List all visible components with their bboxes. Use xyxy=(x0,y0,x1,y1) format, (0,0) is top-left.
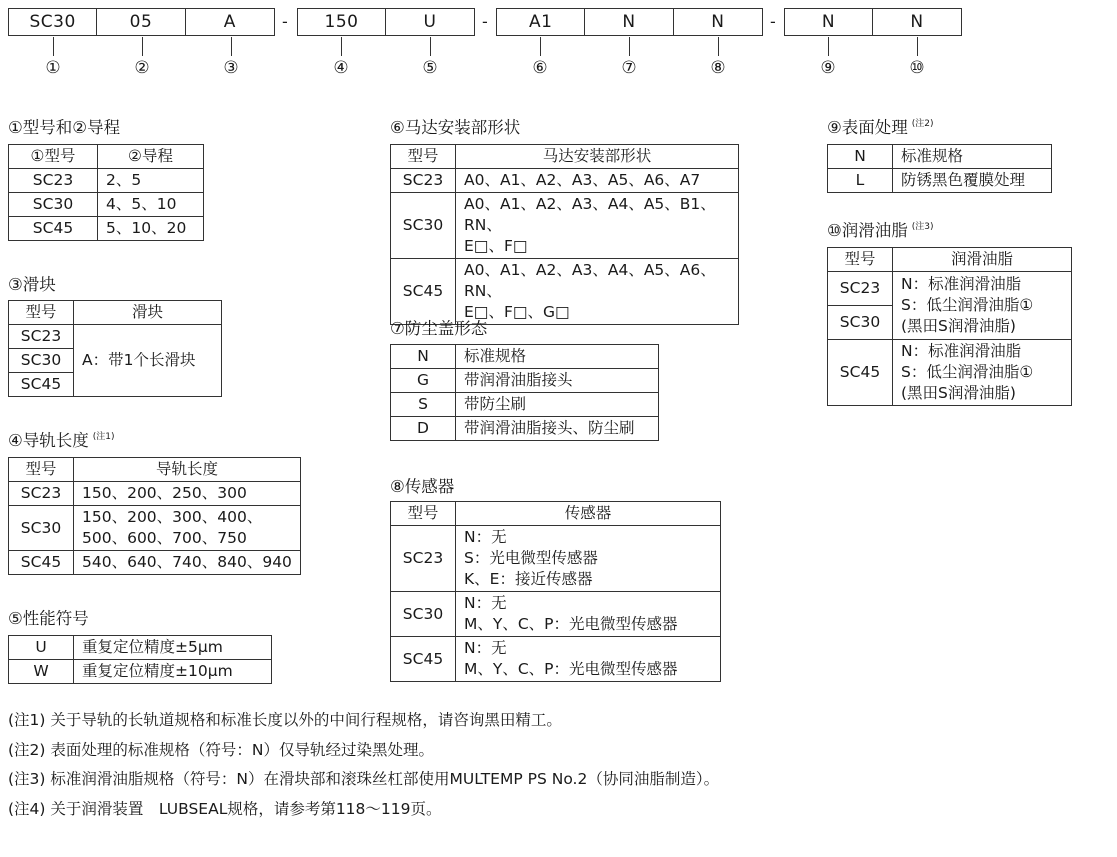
table-row xyxy=(9,325,222,349)
model-cell: SC45 xyxy=(9,551,74,575)
surface-title xyxy=(827,114,934,138)
value-cell: A0、A1、A2、A3、A5、A6、A7 xyxy=(456,169,739,193)
value-cell: A：带1个长滑块 xyxy=(74,325,222,397)
value-cell: N：标准润滑油脂 S：低尘润滑油脂① (黑田S润滑油脂) xyxy=(893,340,1072,406)
value-cell: 重复定位精度±5μm xyxy=(74,636,272,660)
footnote-2: (注2) 表面处理的标准规格（符号：N）仅导轨经过染黑处理。 xyxy=(8,740,434,759)
table-row xyxy=(9,660,272,684)
symbol-cell: N xyxy=(828,145,893,169)
code-lead: 05 xyxy=(97,9,185,35)
value-cell: 2、5 xyxy=(98,169,204,193)
model-cell: SC30 xyxy=(391,193,456,259)
header-cell: 型号 xyxy=(828,248,893,272)
table-header-row xyxy=(9,145,204,169)
code-dust-cover: N xyxy=(585,9,673,35)
footnote-1: (注1) 关于导轨的长轨道规格和标准长度以外的中间行程规格，请咨询黑田精工。 xyxy=(8,711,562,729)
stem-3 xyxy=(231,37,232,56)
symbol-cell: G xyxy=(391,369,456,393)
value-cell: 标准规格 xyxy=(893,145,1052,169)
value-cell: N：无 S：光电微型传感器 K、E：接近传感器 xyxy=(456,526,721,592)
code-dash-3: - xyxy=(770,12,776,31)
value-cell: 标准规格 xyxy=(456,345,659,369)
note-ref: (注1) xyxy=(92,432,115,442)
value-cell: A0、A1、A2、A3、A4、A5、B1、RN、 E□、F□ xyxy=(456,193,739,259)
header-cell: ②导程 xyxy=(98,145,204,169)
code-motor-mount: A1 xyxy=(497,9,585,35)
model-cell: SC45 xyxy=(391,259,456,325)
table-row xyxy=(9,506,301,551)
table-header-row xyxy=(9,458,301,482)
surface-table xyxy=(827,144,1052,193)
marker-4: ④ xyxy=(333,58,349,78)
stem-10 xyxy=(917,37,918,56)
table-header-row xyxy=(391,145,739,169)
table-row xyxy=(828,340,1072,406)
value-cell: 4、5、10 xyxy=(98,193,204,217)
model-cell: SC30 xyxy=(828,306,893,340)
table-header-row xyxy=(9,301,222,325)
value-cell: N：无 M、Y、C、P：光电微型传感器 xyxy=(456,637,721,682)
motor-mount-title: ⑥马达安装部形状 xyxy=(390,118,521,137)
footnotes xyxy=(8,706,719,824)
value-cell: 带防尘刷 xyxy=(456,393,659,417)
model-lead-table xyxy=(8,144,204,241)
header-cell: 润滑油脂 xyxy=(893,248,1072,272)
code-group-2 xyxy=(297,8,475,36)
model-cell: SC23 xyxy=(391,526,456,592)
table-row xyxy=(9,482,301,506)
table-row xyxy=(828,169,1052,193)
performance-title: ⑤性能符号 xyxy=(8,609,89,628)
stem-9 xyxy=(828,37,829,56)
dust-cover-title: ⑦防尘盖形态 xyxy=(390,319,488,338)
table-header-row xyxy=(828,248,1072,272)
table-row xyxy=(391,369,659,393)
table-row xyxy=(391,637,721,682)
motor-mount-table xyxy=(390,144,739,325)
marker-7: ⑦ xyxy=(621,58,637,78)
code-dash-2: - xyxy=(482,12,488,31)
symbol-cell: S xyxy=(391,393,456,417)
slider-table xyxy=(8,300,222,397)
model-lead-title: ①型号和②导程 xyxy=(8,118,121,137)
model-cell: SC23 xyxy=(9,325,74,349)
table-row xyxy=(391,169,739,193)
stem-7 xyxy=(629,37,630,56)
model-cell: SC45 xyxy=(828,340,893,406)
code-slider: A xyxy=(223,12,236,32)
rail-length-table xyxy=(8,457,301,575)
value-cell: 带润滑油脂接头 xyxy=(456,369,659,393)
model-cell: SC30 xyxy=(9,506,74,551)
dust-cover-table xyxy=(390,344,659,441)
header-cell: 导轨长度 xyxy=(74,458,301,482)
stem-2 xyxy=(142,37,143,56)
table-row xyxy=(391,417,659,441)
model-cell: SC23 xyxy=(9,482,74,506)
header-cell: 型号 xyxy=(391,502,456,526)
symbol-cell: U xyxy=(9,636,74,660)
model-cell: SC30 xyxy=(9,193,98,217)
slider-title: ③滑块 xyxy=(8,275,56,294)
value-cell: 150、200、300、400、 500、600、700、750 xyxy=(74,506,301,551)
code-rail-length: 150 xyxy=(298,9,386,35)
header-cell: 型号 xyxy=(9,301,74,325)
model-cell: SC45 xyxy=(9,373,74,397)
table-row xyxy=(9,193,204,217)
model-cell: SC30 xyxy=(9,349,74,373)
stem-4 xyxy=(341,37,342,56)
footnote-3: (注3) 标准润滑油脂规格（符号：N）在滑块部和滚珠丝杠部使用MULTEMP PS No.2（协同油脂制造）。 xyxy=(8,770,720,788)
code-dash-1: - xyxy=(282,12,288,31)
table-row xyxy=(828,145,1052,169)
header-cell: 型号 xyxy=(9,458,74,482)
sensor-title: ⑧传感器 xyxy=(390,477,455,496)
header-cell: 型号 xyxy=(391,145,456,169)
table-row xyxy=(9,217,204,241)
marker-9: ⑨ xyxy=(820,58,836,78)
table-row xyxy=(391,393,659,417)
code-model: SC30 xyxy=(9,9,97,35)
stem-5 xyxy=(430,37,431,56)
header-cell: 传感器 xyxy=(456,502,721,526)
code-sensor: N xyxy=(711,12,725,32)
table-row xyxy=(391,193,739,259)
rail-length-title xyxy=(8,427,115,451)
value-cell: 重复定位精度±10μm xyxy=(74,660,272,684)
marker-5: ⑤ xyxy=(422,58,438,78)
model-cell: SC23 xyxy=(9,169,98,193)
header-cell: 马达安装部形状 xyxy=(456,145,739,169)
marker-1: ① xyxy=(45,58,61,78)
note-ref: (注3) xyxy=(911,222,934,232)
stem-6 xyxy=(540,37,541,56)
model-cell: SC45 xyxy=(9,217,98,241)
header-cell: 滑块 xyxy=(74,301,222,325)
stem-1 xyxy=(53,37,54,56)
value-cell: 防锈黑色覆膜处理 xyxy=(893,169,1052,193)
model-cell: SC45 xyxy=(391,637,456,682)
rail-length-title-text: ④导轨长度 xyxy=(8,431,89,450)
footnote-4: (注4) 关于润滑装置 LUBSEAL规格，请参考第118～119页。 xyxy=(8,799,442,818)
sensor-table xyxy=(390,501,721,682)
value-cell: N：无 M、Y、C、P：光电微型传感器 xyxy=(456,592,721,637)
code-performance: U xyxy=(423,12,437,32)
marker-3: ③ xyxy=(223,58,239,78)
grease-title xyxy=(827,217,934,241)
marker-6: ⑥ xyxy=(532,58,548,78)
code-group-3 xyxy=(496,8,763,36)
symbol-cell: D xyxy=(391,417,456,441)
grease-table xyxy=(827,247,1072,406)
model-cell: SC30 xyxy=(391,592,456,637)
code-grease: N xyxy=(910,12,924,32)
symbol-cell: N xyxy=(391,345,456,369)
table-row xyxy=(391,526,721,592)
code-group-1 xyxy=(8,8,275,36)
marker-8: ⑧ xyxy=(710,58,726,78)
note-ref: (注2) xyxy=(911,119,934,129)
grease-title-text: ⑩润滑油脂 xyxy=(827,221,908,240)
performance-table xyxy=(8,635,272,684)
model-cell: SC23 xyxy=(391,169,456,193)
table-row xyxy=(391,592,721,637)
header-cell: ①型号 xyxy=(9,145,98,169)
stem-8 xyxy=(718,37,719,56)
value-cell: 5、10、20 xyxy=(98,217,204,241)
value-cell: A0、A1、A2、A3、A4、A5、A6、RN、 E□、F□、G□ xyxy=(456,259,739,325)
table-row xyxy=(391,345,659,369)
symbol-cell: W xyxy=(9,660,74,684)
table-header-row xyxy=(391,502,721,526)
model-cell: SC23 xyxy=(828,272,893,306)
value-cell: 540、640、740、840、940 xyxy=(74,551,301,575)
value-cell: 150、200、250、300 xyxy=(74,482,301,506)
value-cell: 带润滑油脂接头、防尘刷 xyxy=(456,417,659,441)
table-row xyxy=(9,551,301,575)
table-row xyxy=(9,169,204,193)
marker-10: ⑩ xyxy=(909,58,925,78)
marker-2: ② xyxy=(134,58,150,78)
table-row xyxy=(828,272,1072,306)
value-cell: N：标准润滑油脂 S：低尘润滑油脂① (黑田S润滑油脂) xyxy=(893,272,1072,340)
symbol-cell: L xyxy=(828,169,893,193)
code-surface: N xyxy=(785,9,873,35)
table-row xyxy=(9,636,272,660)
surface-title-text: ⑨表面处理 xyxy=(827,118,908,137)
code-group-4 xyxy=(784,8,962,36)
